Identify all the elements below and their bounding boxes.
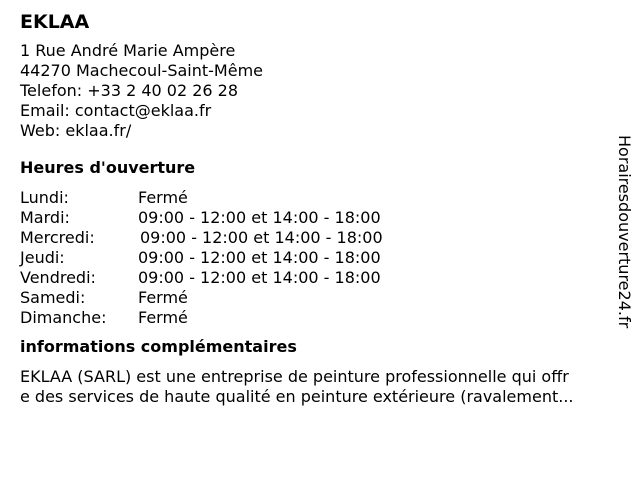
hours-row: [20, 288, 620, 308]
hours-day: Lundi:: [20, 188, 69, 207]
address-line-1: 1 Rue André Marie Ampère: [20, 41, 236, 60]
hours-row: [20, 308, 620, 328]
hours-row: [20, 228, 620, 248]
hours-row: [20, 188, 620, 208]
additional-info-line-2: e des services de haute qualité en peinture extérieure (ravalement...: [20, 387, 574, 406]
email-line: Email: contact@eklaa.fr: [20, 101, 212, 120]
hours-value: 09:00 - 12:00 et 14:00 - 18:00: [138, 248, 381, 267]
hours-row: [20, 268, 620, 288]
opening-hours-heading: Heures d'ouverture: [20, 158, 196, 177]
additional-info-line-1: EKLAA (SARL) est une entreprise de peinture professionnelle qui offr: [20, 367, 569, 386]
address-line-2: 44270 Machecoul-Saint-Même: [20, 61, 263, 80]
hours-day: Vendredi:: [20, 268, 96, 287]
watermark-container: [614, 135, 634, 345]
web-line: Web: eklaa.fr/: [20, 121, 132, 140]
hours-value: Fermé: [138, 188, 188, 207]
content: [20, 10, 620, 407]
hours-value: Fermé: [138, 288, 188, 307]
hours-day: Mardi:: [20, 208, 70, 227]
hours-day: Jeudi:: [20, 248, 65, 267]
hours-day: Mercredi:: [20, 228, 95, 247]
hours-value: 09:00 - 12:00 et 14:00 - 18:00: [138, 208, 381, 227]
hours-row: [20, 208, 620, 228]
hours-value: 09:00 - 12:00 et 14:00 - 18:00: [138, 268, 381, 287]
site-watermark: Horairesdouverture24.fr: [615, 135, 634, 329]
additional-info-heading: informations complémentaires: [20, 337, 297, 356]
hours-value: 09:00 - 12:00 et 14:00 - 18:00: [140, 228, 383, 247]
hours-day: Dimanche:: [20, 308, 107, 327]
hours-row: [20, 248, 620, 268]
hours-value: Fermé: [138, 308, 188, 327]
company-name: EKLAA: [20, 11, 90, 33]
opening-hours-list: [20, 188, 620, 328]
phone-line: Telefon: +33 2 40 02 26 28: [20, 81, 239, 100]
hours-day: Samedi:: [20, 288, 86, 307]
